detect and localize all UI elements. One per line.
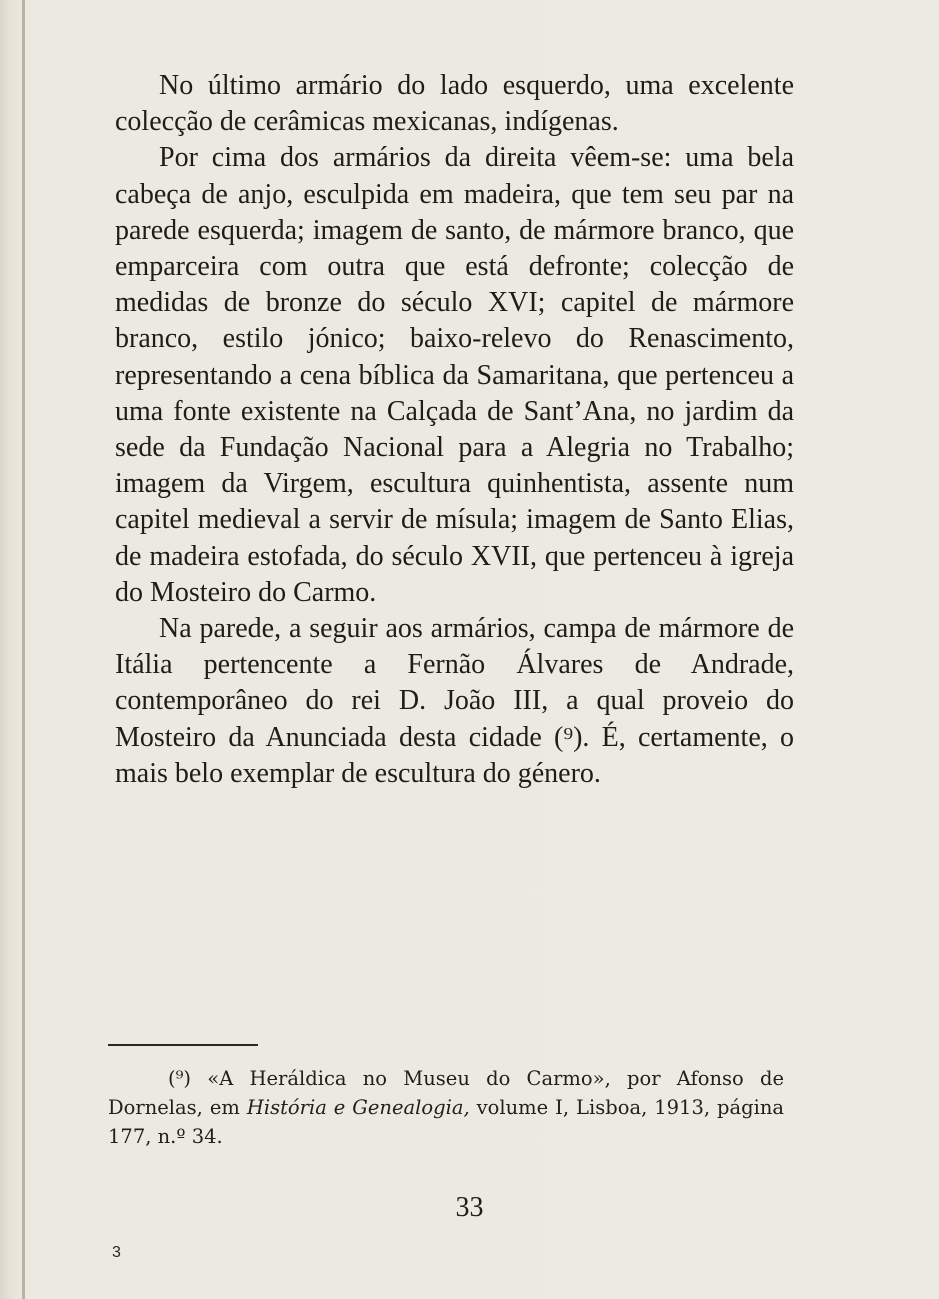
- signature-mark: 3: [112, 1244, 121, 1261]
- footnote-paragraph: [108, 1064, 784, 1151]
- paragraph-armarios-direita: Por cima dos armários da direita vêem-se: uma bela cabeça de anjo, esculpida em madeira, que tem seu par na parede esquerda; imagem de santo, de mármore branco, que emparceira com outra que está defronte; colecção de medidas de bronze do século XVI; capitel de mármore branco, estilo jónico; baixo-relevo do Renascimento, representando a cena bíblica da Samaritana, que pertenceu a uma fonte existente na Calçada de Sant’Ana, no jardim da sede da Fundação Nacional para a Alegria no Trabalho; imagem da Virgem, escultura quinhentista, assente num capitel medieval a servir de mísula; imagem de Santo Elias, de madeira estofada, do século XVII, que pertenceu à igreja do Mosteiro do Carmo.: [115, 142, 794, 608]
- footnote-text-after: volume I, Lisboa, 1913, página 177, n.º 34.: [108, 1096, 785, 1148]
- body-text: [115, 68, 794, 792]
- footnote: [108, 1064, 784, 1151]
- footnote-italic-title: História e Genealogia,: [246, 1096, 470, 1119]
- page-number: 33: [455, 1192, 484, 1223]
- paragraph-campa-marmore: Na parede, a seguir aos armários, campa de mármore de Itália pertencente a Fernão Álvares de Andrade, contemporâneo do rei D. João III, a qual proveio do Mosteiro da Anunciada desta cidade (⁹). É, certamente, o mais belo exemplar de escultura do género.: [115, 613, 794, 789]
- footnote-text-before: «A Heráldica no Museu do Carmo», por Afonso de Dornelas, em: [108, 1067, 785, 1119]
- binding-edge: [22, 0, 25, 1299]
- footnote-marker: (⁹): [168, 1067, 192, 1090]
- footnote-divider: [108, 1044, 258, 1046]
- paragraph-ultimo-armario: No último armário do lado esquerdo, uma excelente colecção de cerâmicas mexicanas, indígenas.: [115, 70, 794, 138]
